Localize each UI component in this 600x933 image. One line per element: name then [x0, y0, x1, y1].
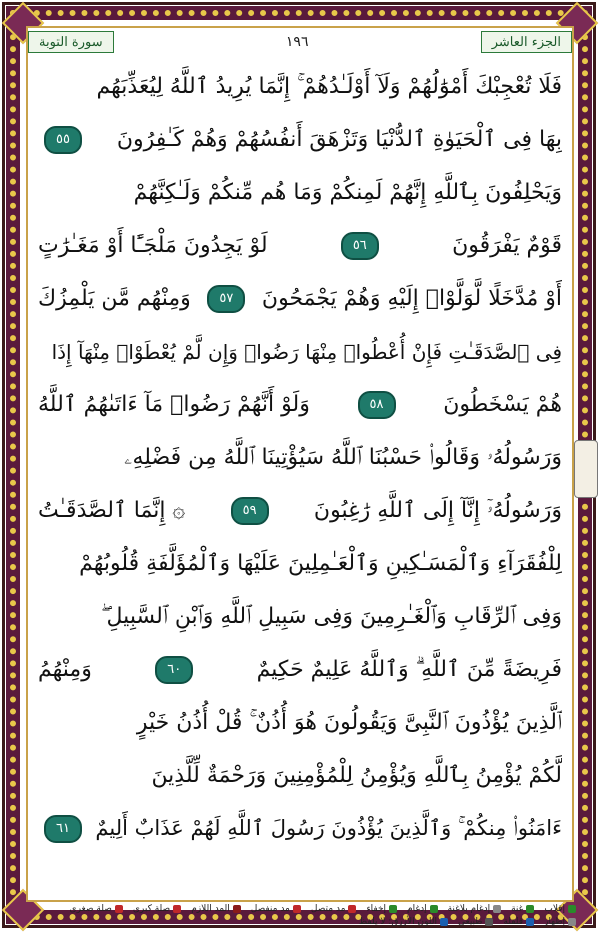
legend-item: إخفاء — [366, 902, 397, 915]
text-line: وَيَحْلِفُونَ بِٱللَّهِ إِنَّهُمْ لَمِنكُمْ وَمَا هُم مِّنكُمْ وَلَـٰكِنَّهُمْ — [133, 180, 562, 205]
verse-number-marker: ٥٩ — [231, 497, 269, 525]
legend-swatch — [115, 905, 123, 913]
verse-number-marker: ٥٥ — [44, 126, 82, 154]
legend-item: طبيعي — [458, 915, 493, 928]
text-line: بِهَا فِى ٱلْحَيَوٰةِ ٱلدُّنْيَا وَتَزْهَقَ أَنفُسُهُمْ وَهُمْ كَـٰفِرُونَ ٥٥ — [38, 113, 562, 166]
legend-item: إظهار — [544, 915, 576, 928]
legend-swatch — [526, 918, 534, 926]
verse-lines — [38, 60, 562, 855]
text-line: فَلَا تُعْجِبْكَ أَمْوَٰلُهُمْ وَلَآ أَوْلَـٰدُهُمْ ۚ إِنَّمَا يُرِيدُ ٱللَّهُ لِيُعَذِّبَهُم — [96, 74, 562, 99]
legend-swatch — [293, 905, 301, 913]
legend-swatch — [173, 905, 181, 913]
text-line: قَوْمٌ يَفْرَقُونَ ٥٦ لَوْ يَجِدُونَ مَلْجَـًٔا أَوْ مَغَـٰرَٰتٍ — [38, 233, 562, 258]
verse-number-marker: ٦١ — [44, 815, 82, 843]
text-line: ٱلَّذِينَ يُؤْذُونَ ٱلنَّبِىَّ وَيَقُولُونَ هُوَ أُذُنٌ ۚ قُلْ أُذُنُ خَيْرٍ — [136, 710, 562, 735]
verse-number-marker: ٥٧ — [207, 285, 245, 313]
legend-swatch — [440, 918, 448, 926]
legend-item: قلقلة — [503, 915, 534, 928]
text-line: ءَامَنُوا۟ مِنكُمْ ۚ وَٱلَّذِينَ يُؤْذُونَ رَسُولَ ٱللَّهِ لَهُمْ عَذَابٌ أَلِيمٌ ٦١ — [38, 802, 562, 855]
legend-swatch — [430, 905, 438, 913]
text-line: فِى ٱلصَّدَقَـٰتِ فَإِنْ أُعْطُوا۟ مِنْهَا رَضُوا۟ وَإِن لَّمْ يُعْطَوْا۟ مِنْهَآ إِذَا — [51, 339, 562, 364]
legend-swatch — [389, 905, 397, 913]
page-header — [28, 28, 572, 56]
legend-item: مد منفصل — [251, 902, 301, 915]
surah-label: سورة التوبة — [28, 31, 114, 53]
legend-item: غنة — [511, 902, 534, 915]
hizb-medallion-icon — [574, 440, 598, 498]
verse-number-marker: ٥٦ — [341, 232, 379, 260]
text-line: لِلْفُقَرَآءِ وَٱلْمَسَـٰكِينِ وَٱلْعَـٰمِلِينَ عَلَيْهَا وَٱلْمُؤَلَّفَةِ قُلُوبُهُمْ — [79, 551, 562, 576]
legend-item: صلة كبرى — [133, 902, 181, 915]
text-line: وَرَسُولُهُۥ وَقَالُوا۟ حَسْبُنَا ٱللَّهُ سَيُؤْتِينَا ٱللَّهُ مِن فَضْلِهِۦ — [124, 445, 562, 470]
legend-item: إدغام — [407, 902, 438, 915]
juz-label: الجزء العاشر — [481, 31, 572, 53]
text-line: وَفِى ٱلرِّقَابِ وَٱلْغَـٰرِمِينَ وَفِى سَبِيلِ ٱللَّهِ وَٱبْنِ ٱلسَّبِيلِ ۖ — [101, 604, 562, 629]
text-line: فَرِيضَةً مِّنَ ٱللَّهِ ۗ وَٱللَّهُ عَلِيمٌ حَكِيمٌ ٦٠ وَمِنْهُمُ — [38, 657, 562, 682]
legend-swatch — [493, 905, 501, 913]
legend-item: المد اللازم — [191, 902, 241, 915]
legend-item: إقلاب — [544, 902, 576, 915]
text-line: وَرَسُولُهُۥٓ إِنَّآ إِلَى ٱللَّهِ رَٰغِبُونَ ٥٩ ۞ إِنَّمَا ٱلصَّدَقَـٰتُ — [38, 498, 562, 523]
legend-item: اللون الأزرق: لا يلفظ — [359, 915, 448, 928]
legend-swatch — [526, 905, 534, 913]
tajweed-legend — [24, 902, 576, 928]
legend-swatch — [568, 905, 576, 913]
verse-number-marker: ٦٠ — [155, 656, 193, 684]
text-area — [26, 26, 574, 902]
text-line: لَّكُمْ يُؤْمِنُ بِٱللَّهِ وَيُؤْمِنُ لِلْمُؤْمِنِينَ وَرَحْمَةٌ لِّلَّذِينَ — [151, 763, 562, 788]
legend-swatch — [568, 918, 576, 926]
legend-item: إدغام بلاغنة — [448, 902, 502, 915]
text-line: أَوْ مُدَّخَلًا لَّوَلَّوْا۟ إِلَيْهِ وَهُمْ يَجْمَحُونَ ٥٧ وَمِنْهُم مَّن يَلْمِزُكَ — [38, 286, 562, 311]
legend-swatch — [348, 905, 356, 913]
legend-item: صلة صغرى — [70, 902, 123, 915]
verse-number-marker: ٥٨ — [358, 391, 396, 419]
page-number: ١٩٦ — [285, 34, 309, 50]
legend-swatch — [485, 918, 493, 926]
legend-swatch — [233, 905, 241, 913]
legend-item: مد متصل — [311, 902, 357, 915]
text-line: هُمْ يَسْخَطُونَ ٥٨ وَلَوْ أَنَّهُمْ رَضُوا۟ مَآ ءَاتَىٰهُمُ ٱللَّهُ — [38, 392, 562, 417]
